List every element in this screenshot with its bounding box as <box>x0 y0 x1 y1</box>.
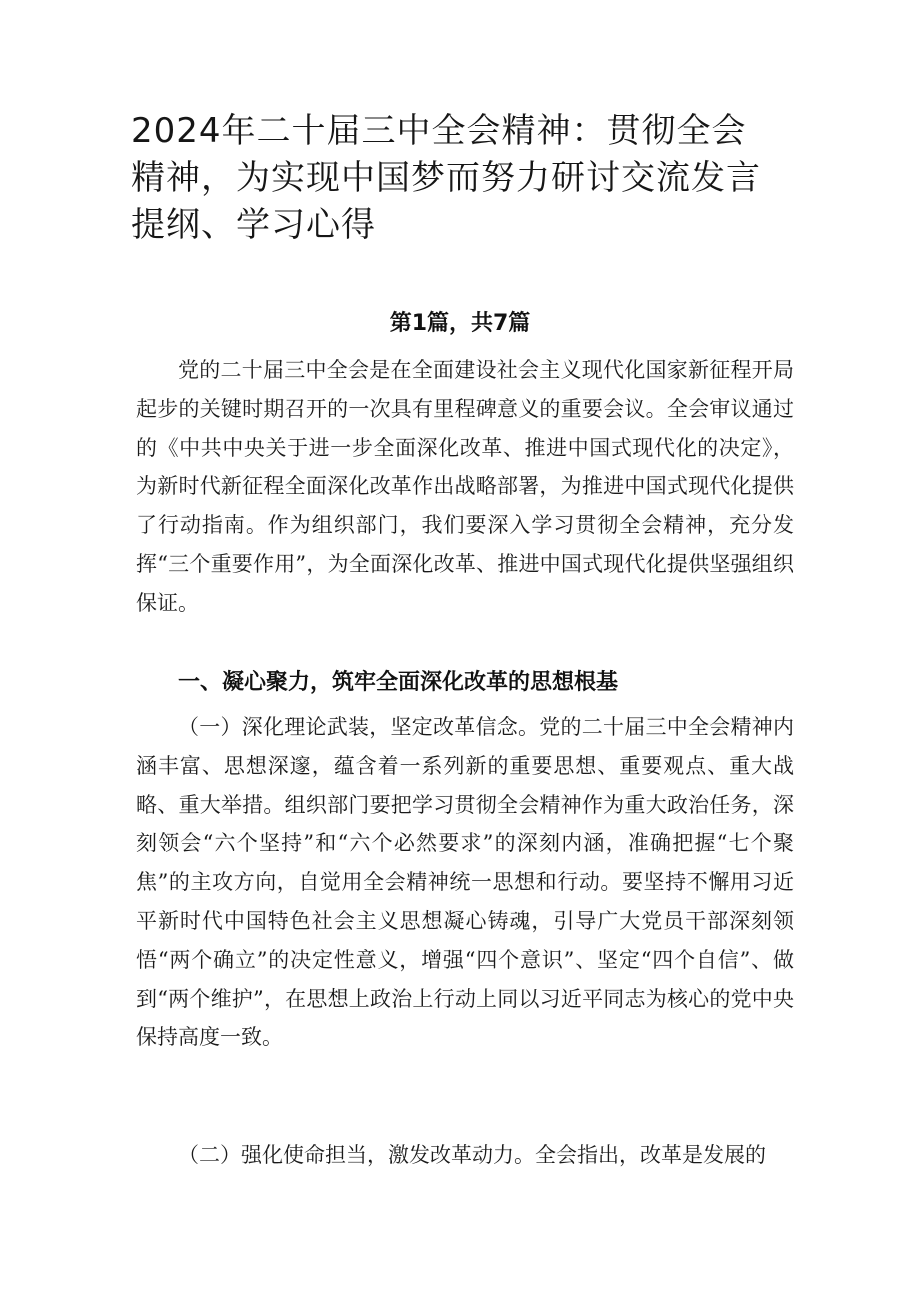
chapter-heading: 第1篇，共7篇 <box>389 311 531 336</box>
paragraph-subsection-1: （一）深化理论武装，坚定改革信念。党的二十届三中全会精神内涵丰富、思想深邃，蕴含着一系列新的重要思想、重要观点、重大战略、重大举措。组织部门要把学习贯彻全会精神作为重大政治任务，深刻领会“六个坚持”和“六个必然要求”的深刻内涵，准确把握“七个聚焦”的主攻方向，自觉用全会精神统一思想和行动。要坚持不懈用习近平新时代中国特色社会主义思想凝心铸魂，引导广大党员干部深刻领悟“两个确立”的决定性意义，增强“四个意识”、坚定“四个自信”、做到“两个维护”，在思想上政治上行动上同以习近平同志为核心的党中央保持高度一致。 <box>136 715 794 1050</box>
paragraph-intro: 党的二十届三中全会是在全面建设社会主义现代化国家新征程开局起步的关键时期召开的一次具有里程碑意义的重要会议。全会审议通过的《中共中央关于进一步全面深化改革、推进中国式现代化的决定》，为新时代新征程全面深化改革作出战略部署，为推进中国式现代化提供了行动指南。作为组织部门，我们要深入学习贯彻全会精神，充分发挥“三个重要作用”，为全面深化改革、推进中国式现代化提供坚强组织保证。 <box>136 358 794 615</box>
section-heading: 一、凝心聚力，筑牢全面深化改革的思想根基 <box>178 670 619 695</box>
document-title: 2024年二十届三中全会精神：贯彻全会精神，为实现中国梦而努力研讨交流发言提纲、学习心得 <box>131 111 761 245</box>
paragraph-subsection-2: （二）强化使命担当，激发改革动力。全会指出，改革是发展的 <box>178 1143 766 1167</box>
